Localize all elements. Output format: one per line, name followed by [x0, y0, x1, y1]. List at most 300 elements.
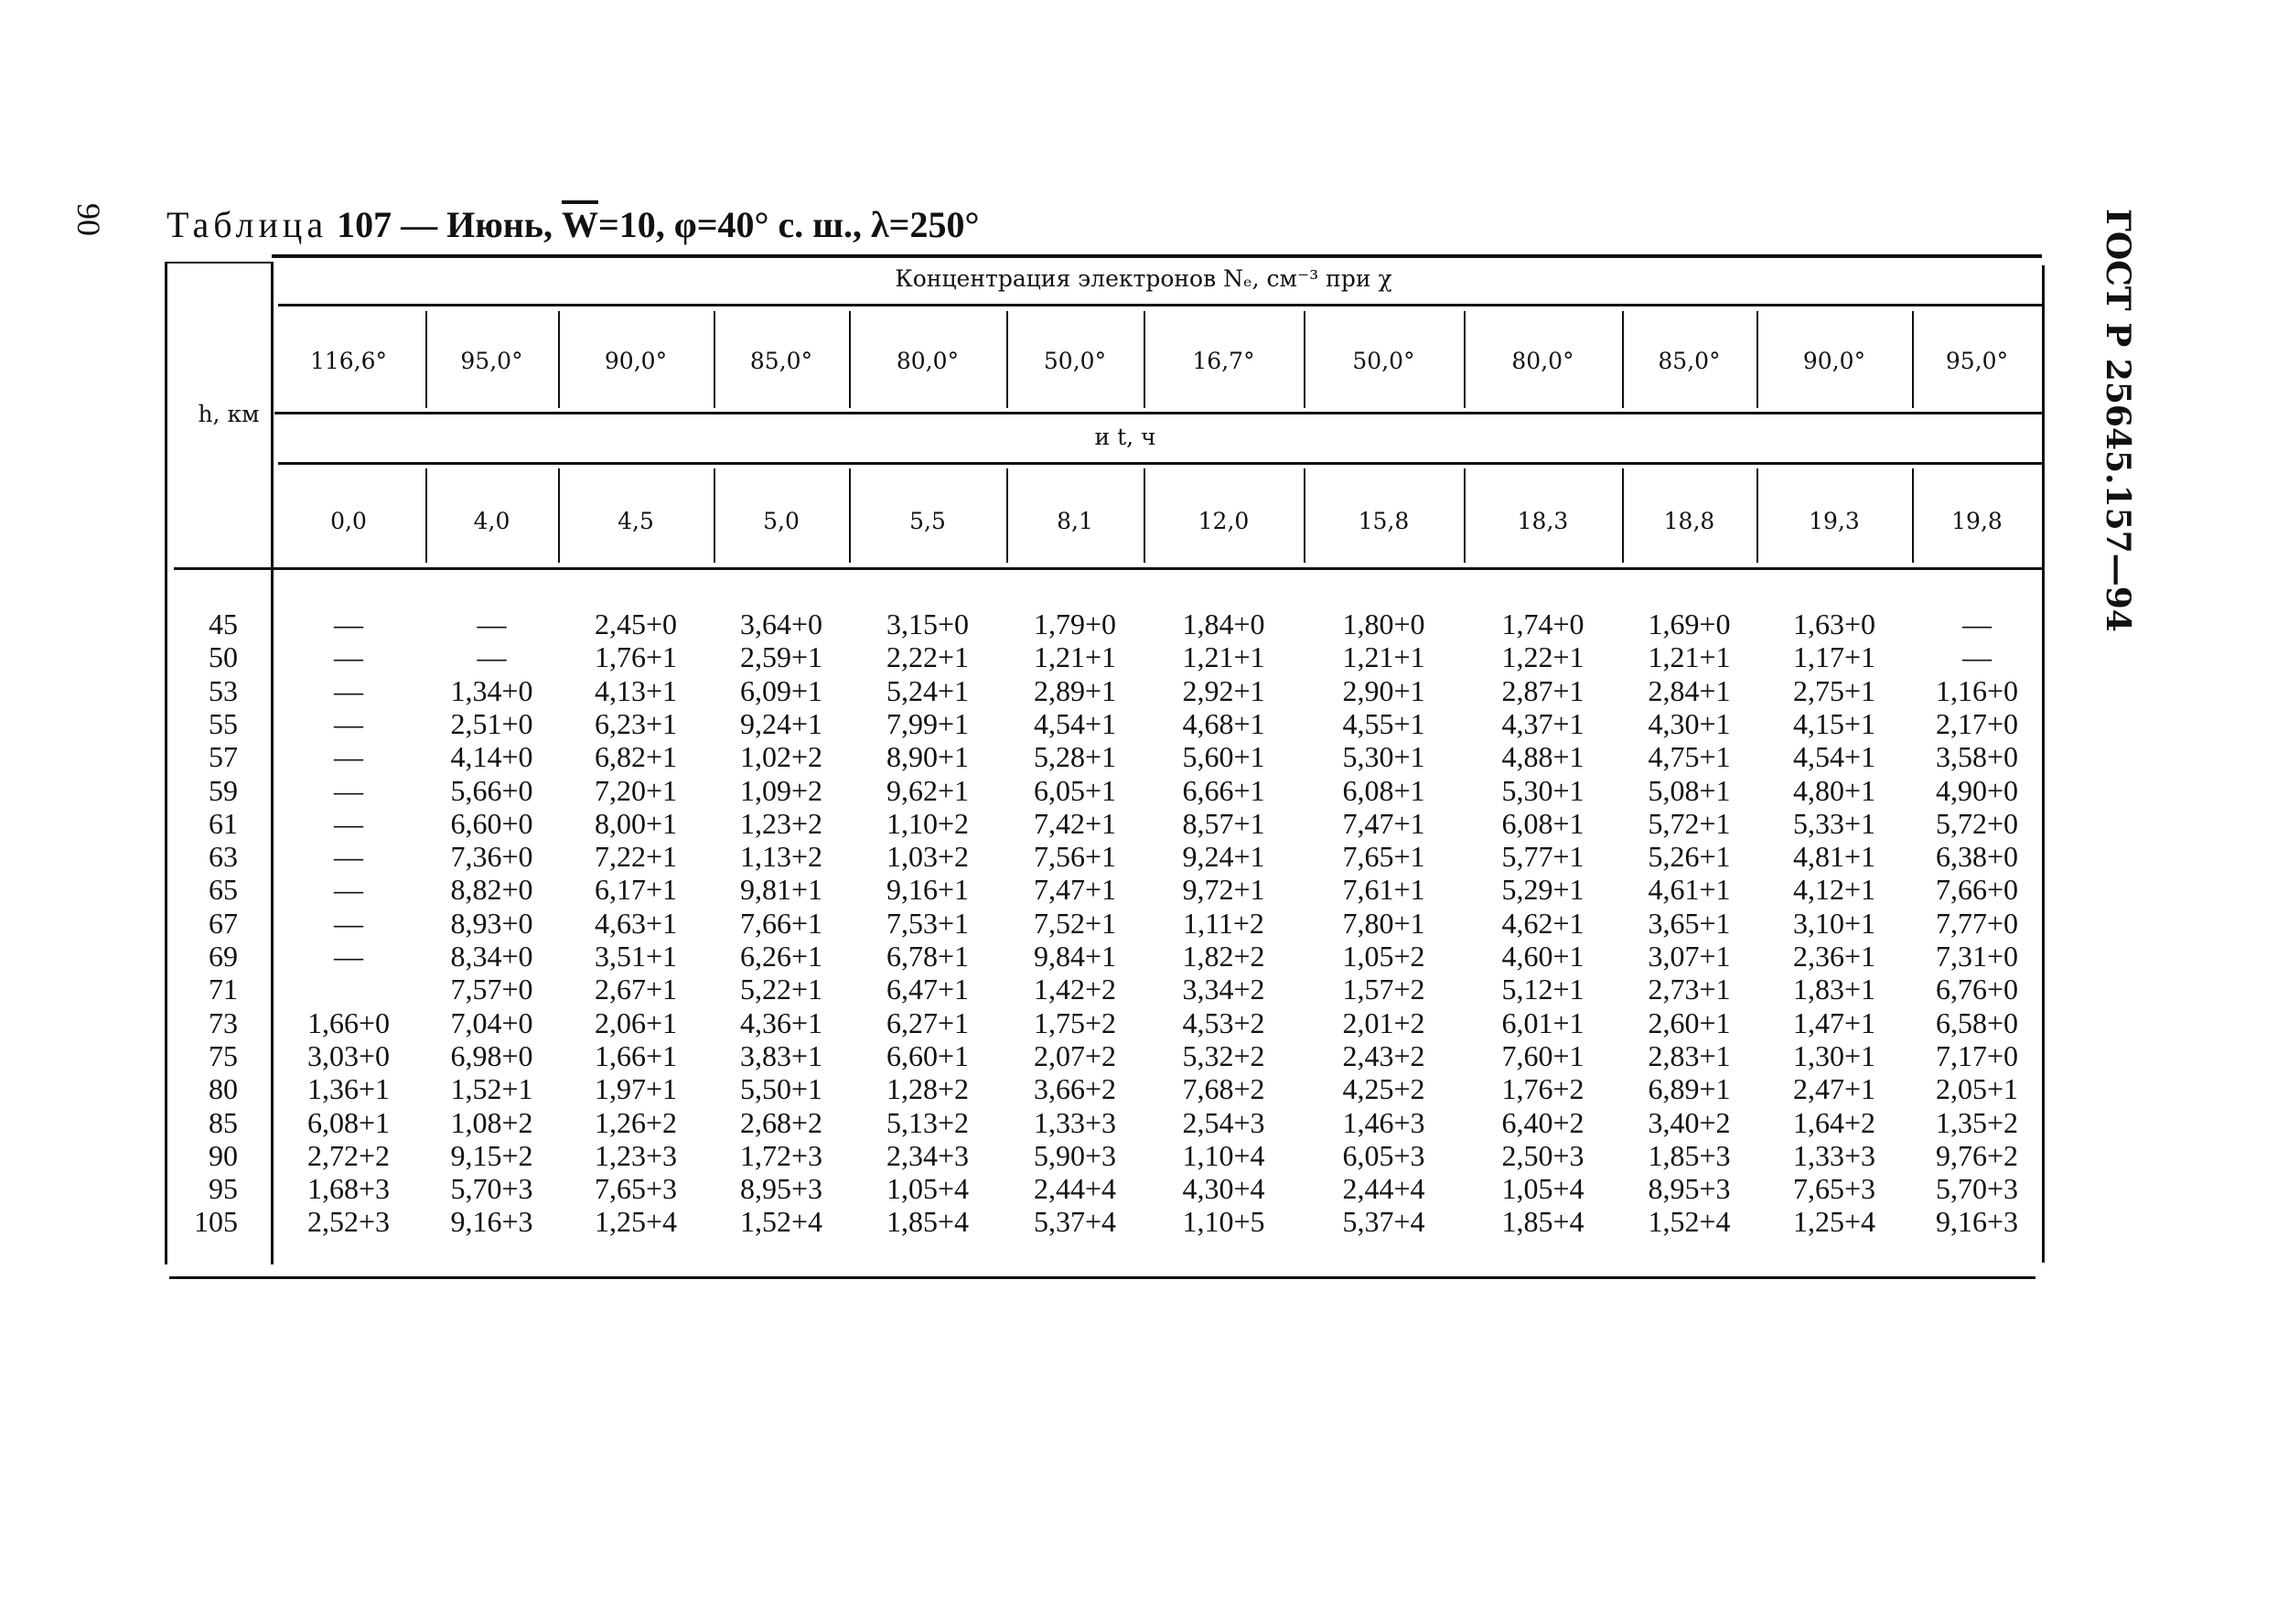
concentration-cell: 3,03+0	[306, 1038, 391, 1072]
concentration-cell: 5,08+1	[1648, 773, 1731, 807]
altitude-cell: 45	[209, 608, 238, 640]
concentration-cell: —	[334, 806, 363, 840]
concentration-cell: 4,62+1	[1501, 906, 1584, 940]
chi-cell-divider	[849, 311, 851, 408]
concentration-cell: 1,17+1	[1792, 640, 1876, 674]
concentration-cell: 5,90+3	[1033, 1138, 1117, 1172]
chi-cell-divider	[1304, 311, 1305, 408]
concentration-cell: 7,17+0	[1935, 1038, 2019, 1072]
concentration-cell: 4,54+1	[1792, 740, 1876, 774]
altitude-cell: 50	[209, 640, 238, 674]
concentration-cell: 8,93+0	[450, 906, 533, 940]
concentration-cell: 5,30+1	[1342, 740, 1425, 774]
concentration-cell: 2,34+3	[886, 1138, 970, 1172]
concentration-cell: 6,76+0	[1935, 973, 2019, 1006]
concentration-cell: 2,05+1	[1935, 1072, 2019, 1106]
altitude-cell: 53	[209, 673, 238, 707]
concentration-header: Концентрация электронов Nₑ, см⁻³ при χ	[895, 265, 1392, 292]
concentration-cell: 2,45+0	[594, 608, 678, 640]
concentration-cell: 2,52+3	[306, 1205, 391, 1239]
table-title-rest: 107 — Июнь,	[337, 204, 562, 245]
concentration-cell: 5,37+4	[1342, 1205, 1425, 1239]
concentration-cell: 2,87+1	[1501, 673, 1584, 707]
concentration-cell: 1,84+0	[1182, 608, 1265, 640]
table-title-prefix: Таблица	[166, 204, 328, 245]
concentration-cell: 1,85+4	[1501, 1205, 1584, 1239]
concentration-cell: 1,80+0	[1342, 608, 1425, 640]
concentration-cell: 1,52+4	[1648, 1205, 1731, 1239]
concentration-cell: 3,83+1	[739, 1038, 823, 1072]
document-code: ГОСТ Р 25645.157—94	[2099, 209, 2137, 632]
concentration-cell: 1,03+2	[886, 840, 970, 874]
chi-value: 16,7°	[1192, 348, 1255, 374]
concentration-cell: —	[334, 940, 363, 973]
altitude-cell: 105	[194, 1205, 238, 1239]
concentration-cell: 7,66+1	[739, 906, 823, 940]
time-value: 15,8	[1358, 508, 1410, 534]
chi-value: 90,0°	[604, 348, 668, 374]
concentration-cell: 2,01+2	[1342, 1006, 1425, 1039]
concentration-cell: 7,31+0	[1935, 940, 2019, 973]
concentration-cell: 1,25+4	[1792, 1205, 1876, 1239]
concentration-cell: 5,28+1	[1033, 740, 1117, 774]
altitude-cell: 63	[209, 840, 238, 874]
concentration-cell: —	[1962, 608, 1992, 640]
time-value: 19,3	[1809, 508, 1860, 534]
concentration-cell: 1,68+3	[306, 1172, 391, 1206]
chi-value: 80,0°	[1511, 348, 1574, 374]
concentration-cell: 1,42+2	[1033, 973, 1117, 1006]
concentration-cell: 5,60+1	[1182, 740, 1265, 774]
concentration-cell: 5,72+0	[1935, 806, 2019, 840]
concentration-cell: 9,76+2	[1935, 1138, 2019, 1172]
concentration-cell: —	[334, 906, 363, 940]
concentration-cell: 5,26+1	[1648, 840, 1731, 874]
page-number: 90	[70, 203, 107, 236]
concentration-cell: 1,05+2	[1342, 940, 1425, 973]
concentration-cell: 8,34+0	[450, 940, 533, 973]
concentration-cell: 3,40+2	[1648, 1105, 1731, 1139]
concentration-cell: 2,36+1	[1792, 940, 1876, 973]
concentration-cell: 1,36+1	[306, 1072, 391, 1106]
concentration-cell: 2,67+1	[594, 973, 678, 1006]
altitude-cell: 65	[209, 873, 238, 907]
concentration-cell: 7,47+1	[1033, 873, 1117, 907]
concentration-cell: 5,70+3	[1935, 1172, 2019, 1206]
concentration-cell: 5,32+2	[1182, 1038, 1265, 1072]
concentration-cell: 5,22+1	[739, 973, 823, 1006]
concentration-cell: 4,68+1	[1182, 706, 1265, 740]
table-title-w-symbol: $\overline{W}$	[561, 204, 598, 245]
chi-cell-divider	[1464, 311, 1466, 408]
chi-value: 116,6°	[309, 348, 388, 374]
table-bottom-rule	[169, 1276, 2036, 1279]
concentration-cell: 1,10+5	[1182, 1205, 1265, 1239]
altitude-cell: 80	[209, 1072, 238, 1106]
concentration-cell: 7,65+3	[594, 1172, 678, 1206]
concentration-cell: 5,13+2	[886, 1105, 970, 1139]
altitude-cell: 95	[209, 1172, 238, 1206]
concentration-cell: 5,77+1	[1501, 840, 1584, 874]
concentration-cell: 7,56+1	[1033, 840, 1117, 874]
concentration-cell: 6,60+1	[886, 1038, 970, 1072]
header-mid-rule	[274, 412, 2045, 414]
concentration-cell: 2,47+1	[1792, 1072, 1876, 1106]
concentration-cell: 3,07+1	[1648, 940, 1731, 973]
concentration-cell: 8,57+1	[1182, 806, 1265, 840]
concentration-cell: 1,21+1	[1648, 640, 1731, 674]
concentration-cell: 7,99+1	[886, 706, 970, 740]
concentration-cell: 7,60+1	[1501, 1038, 1584, 1072]
concentration-cell: —	[334, 840, 363, 874]
time-cell-divider	[1304, 468, 1305, 563]
concentration-cell: 2,72+2	[306, 1138, 391, 1172]
concentration-cell: 9,84+1	[1033, 940, 1117, 973]
time-value: 18,8	[1663, 508, 1715, 534]
table-title	[166, 203, 979, 246]
concentration-cell: 2,07+2	[1033, 1038, 1117, 1072]
concentration-cell: 5,50+1	[739, 1072, 823, 1106]
concentration-cell: 5,12+1	[1501, 973, 1584, 1006]
concentration-cell: 5,66+0	[450, 773, 533, 807]
concentration-cell: 2,17+0	[1935, 706, 2019, 740]
concentration-cell: 6,89+1	[1648, 1072, 1731, 1106]
concentration-cell: 7,77+0	[1935, 906, 2019, 940]
concentration-cell: 6,01+1	[1501, 1006, 1584, 1039]
time-cell-divider	[849, 468, 851, 563]
concentration-cell: 1,47+1	[1792, 1006, 1876, 1039]
concentration-cell: 8,90+1	[886, 740, 970, 774]
concentration-cell: 1,66+1	[594, 1038, 678, 1072]
concentration-cell: 5,72+1	[1648, 806, 1731, 840]
time-value: 5,0	[763, 508, 800, 534]
concentration-cell: 1,33+3	[1792, 1138, 1876, 1172]
concentration-cell: 1,83+1	[1792, 973, 1876, 1006]
concentration-cell: 4,12+1	[1792, 873, 1876, 907]
concentration-cell: 2,73+1	[1648, 973, 1731, 1006]
concentration-cell: 1,85+3	[1648, 1138, 1731, 1172]
concentration-cell: 7,04+0	[450, 1006, 533, 1039]
concentration-cell: 1,34+0	[450, 673, 533, 707]
concentration-cell: —	[477, 640, 507, 674]
concentration-cell: 5,70+3	[450, 1172, 533, 1206]
time-cell-divider	[1756, 468, 1758, 563]
concentration-cell: 6,58+0	[1935, 1006, 2019, 1039]
concentration-cell: 5,33+1	[1792, 806, 1876, 840]
time-row-top-rule	[278, 462, 2044, 465]
concentration-cell: 1,79+0	[1033, 608, 1117, 640]
concentration-cell: 4,54+1	[1033, 706, 1117, 740]
concentration-cell: 7,47+1	[1342, 806, 1425, 840]
concentration-cell: 1,52+1	[450, 1072, 533, 1106]
concentration-cell: 4,90+0	[1935, 773, 2019, 807]
concentration-cell: 1,52+4	[739, 1205, 823, 1239]
concentration-cell: 4,30+1	[1648, 706, 1731, 740]
time-value: 5,5	[909, 508, 946, 534]
concentration-cell: 9,62+1	[886, 773, 970, 807]
concentration-cell: 6,17+1	[594, 873, 678, 907]
table-title-conditions: =10, φ=40° с. ш., λ=250°	[597, 204, 980, 245]
concentration-cell: 7,53+1	[886, 906, 970, 940]
concentration-cell: 2,51+0	[450, 706, 533, 740]
concentration-cell: 2,43+2	[1342, 1038, 1425, 1072]
chi-value: 95,0°	[460, 348, 523, 374]
concentration-cell: 3,64+0	[739, 608, 823, 640]
chi-cell-divider	[558, 311, 560, 408]
concentration-cell: 5,37+4	[1033, 1205, 1117, 1239]
concentration-cell: —	[334, 873, 363, 907]
altitude-cell: 69	[209, 940, 238, 973]
concentration-cell: 2,84+1	[1648, 673, 1731, 707]
concentration-cell: 2,83+1	[1648, 1038, 1731, 1072]
altitude-cell: 90	[209, 1138, 238, 1172]
concentration-cell: 1,16+0	[1935, 673, 2019, 707]
concentration-cell: 7,61+1	[1342, 873, 1425, 907]
concentration-cell: 1,10+2	[886, 806, 970, 840]
concentration-cell: 1,30+1	[1792, 1038, 1876, 1072]
concentration-cell: 6,09+1	[739, 673, 823, 707]
concentration-cell: 2,50+3	[1501, 1138, 1584, 1172]
concentration-cell: 5,30+1	[1501, 773, 1584, 807]
altitude-cell: 59	[209, 773, 238, 807]
time-cell-divider	[1144, 468, 1145, 563]
altitude-cell: 85	[209, 1105, 238, 1139]
chi-cell-divider	[1756, 311, 1758, 408]
table-top-rule	[272, 254, 2042, 258]
concentration-cell: 6,78+1	[886, 940, 970, 973]
concentration-cell: 1,21+1	[1182, 640, 1265, 674]
concentration-cell: 2,60+1	[1648, 1006, 1731, 1039]
concentration-cell: 4,63+1	[594, 906, 678, 940]
time-cell-divider	[1464, 468, 1466, 563]
concentration-cell: 5,29+1	[1501, 873, 1584, 907]
concentration-cell: 1,57+2	[1342, 973, 1425, 1006]
concentration-cell: 4,30+4	[1182, 1172, 1265, 1206]
time-value: 12,0	[1198, 508, 1250, 534]
concentration-cell: 6,27+1	[886, 1006, 970, 1039]
time-value: 4,0	[473, 508, 510, 534]
time-value: 18,3	[1517, 508, 1569, 534]
concentration-cell: 1,28+2	[886, 1072, 970, 1106]
concentration-cell: 6,08+1	[1501, 806, 1584, 840]
chi-value: 50,0°	[1043, 348, 1107, 374]
chi-cell-divider	[1006, 311, 1008, 408]
chi-value: 85,0°	[749, 348, 813, 374]
concentration-cell: 1,74+0	[1501, 608, 1584, 640]
concentration-cell: 1,76+1	[594, 640, 678, 674]
altitude-cell: 55	[209, 706, 238, 740]
concentration-cell: 4,60+1	[1501, 940, 1584, 973]
concentration-cell: 3,51+1	[594, 940, 678, 973]
concentration-cell: 8,95+3	[739, 1172, 823, 1206]
altitude-cell: 67	[209, 906, 238, 940]
concentration-cell: 1,75+2	[1033, 1006, 1117, 1039]
concentration-cell: 1,05+4	[1501, 1172, 1584, 1206]
concentration-cell: 1,97+1	[594, 1072, 678, 1106]
concentration-cell: 1,66+0	[306, 1006, 391, 1039]
concentration-cell: —	[1962, 640, 1992, 674]
concentration-cell: 2,22+1	[886, 640, 970, 674]
altitude-cell: 61	[209, 806, 238, 840]
h-column-divider	[271, 262, 274, 1264]
concentration-cell: 4,55+1	[1342, 706, 1425, 740]
concentration-cell: —	[477, 608, 507, 640]
altitude-cell: 73	[209, 1006, 238, 1039]
concentration-cell: 5,24+1	[886, 673, 970, 707]
concentration-cell: 3,10+1	[1792, 906, 1876, 940]
concentration-cell: 9,72+1	[1182, 873, 1265, 907]
concentration-cell: 7,57+0	[450, 973, 533, 1006]
concentration-cell: 6,23+1	[594, 706, 678, 740]
altitude-cell: 57	[209, 740, 238, 774]
concentration-cell: 3,15+0	[886, 608, 970, 640]
concentration-cell: 3,34+2	[1182, 973, 1265, 1006]
concentration-cell: 9,81+1	[739, 873, 823, 907]
concentration-cell: 3,65+1	[1648, 906, 1731, 940]
concentration-cell: 8,00+1	[594, 806, 678, 840]
concentration-cell: 7,42+1	[1033, 806, 1117, 840]
concentration-cell: 7,68+2	[1182, 1072, 1265, 1106]
concentration-cell: 9,24+1	[1182, 840, 1265, 874]
concentration-cell: 7,65+3	[1792, 1172, 1876, 1206]
concentration-cell: —	[334, 706, 363, 740]
concentration-cell: 1,33+3	[1033, 1105, 1117, 1139]
concentration-cell: 1,64+2	[1792, 1105, 1876, 1139]
concentration-cell: 7,52+1	[1033, 906, 1117, 940]
time-cell-divider	[714, 468, 715, 563]
concentration-cell: 4,15+1	[1792, 706, 1876, 740]
concentration-cell: 1,05+4	[886, 1172, 970, 1206]
concentration-cell: 6,40+2	[1501, 1105, 1584, 1139]
concentration-cell: 9,24+1	[739, 706, 823, 740]
concentration-cell: 9,16+3	[1935, 1205, 2019, 1239]
concentration-cell: 4,13+1	[594, 673, 678, 707]
chi-cell-divider	[1622, 311, 1624, 408]
concentration-cell: 2,68+2	[739, 1105, 823, 1139]
concentration-cell: 1,69+0	[1648, 608, 1731, 640]
time-header: и t, ч	[1094, 424, 1156, 450]
concentration-cell: 1,72+3	[739, 1138, 823, 1172]
table-outer-top-left	[165, 262, 272, 263]
concentration-cell: 9,16+3	[450, 1205, 533, 1239]
concentration-cell: 1,13+2	[739, 840, 823, 874]
header-bottom-rule	[174, 567, 2045, 570]
concentration-cell: —	[334, 640, 363, 674]
chi-value: 80,0°	[896, 348, 960, 374]
concentration-cell: 4,80+1	[1792, 773, 1876, 807]
chi-value: 85,0°	[1658, 348, 1721, 374]
concentration-cell: 2,54+3	[1182, 1105, 1265, 1139]
concentration-cell: 2,44+4	[1033, 1172, 1117, 1206]
concentration-cell: 6,26+1	[739, 940, 823, 973]
concentration-cell: 7,65+1	[1342, 840, 1425, 874]
chi-row-top-rule	[278, 304, 2044, 307]
chi-cell-divider	[714, 311, 715, 408]
concentration-cell: 6,05+3	[1342, 1138, 1425, 1172]
concentration-cell: 4,81+1	[1792, 840, 1876, 874]
altitude-cell: 75	[209, 1038, 238, 1072]
time-cell-divider	[1006, 468, 1008, 563]
concentration-cell: 4,37+1	[1501, 706, 1584, 740]
concentration-cell: 7,20+1	[594, 773, 678, 807]
concentration-cell: 2,59+1	[739, 640, 823, 674]
concentration-cell: 1,35+2	[1935, 1105, 2019, 1139]
concentration-cell: —	[334, 673, 363, 707]
chi-value: 50,0°	[1352, 348, 1415, 374]
concentration-cell: 3,66+2	[1033, 1072, 1117, 1106]
concentration-cell: 1,63+0	[1792, 608, 1876, 640]
concentration-cell: 2,92+1	[1182, 673, 1265, 707]
concentration-cell: 4,61+1	[1648, 873, 1731, 907]
concentration-cell: 8,95+3	[1648, 1172, 1731, 1206]
concentration-cell: 1,10+4	[1182, 1138, 1265, 1172]
time-cell-divider	[1622, 468, 1624, 563]
chi-value: 95,0°	[1945, 348, 2009, 374]
concentration-cell: 2,75+1	[1792, 673, 1876, 707]
concentration-cell: 4,75+1	[1648, 740, 1731, 774]
time-value: 19,8	[1951, 508, 2003, 534]
concentration-cell: 6,60+0	[450, 806, 533, 840]
concentration-cell: 7,22+1	[594, 840, 678, 874]
concentration-cell: 7,80+1	[1342, 906, 1425, 940]
h-column-header: h, км	[198, 401, 260, 427]
time-cell-divider	[558, 468, 560, 563]
concentration-cell: 4,36+1	[739, 1006, 823, 1039]
concentration-cell: 2,44+4	[1342, 1172, 1425, 1206]
concentration-cell: 1,25+4	[594, 1205, 678, 1239]
concentration-cell: 1,85+4	[886, 1205, 970, 1239]
concentration-cell: 6,08+1	[1342, 773, 1425, 807]
concentration-cell: 4,14+0	[450, 740, 533, 774]
concentration-cell: 4,53+2	[1182, 1006, 1265, 1039]
concentration-cell: 1,76+2	[1501, 1072, 1584, 1106]
concentration-cell: 6,98+0	[450, 1038, 533, 1072]
concentration-cell: 1,02+2	[739, 740, 823, 774]
concentration-cell: 1,23+3	[594, 1138, 678, 1172]
concentration-cell: 6,05+1	[1033, 773, 1117, 807]
concentration-cell: 2,06+1	[594, 1006, 678, 1039]
concentration-cell: 9,16+1	[886, 873, 970, 907]
concentration-cell: 9,15+2	[450, 1138, 533, 1172]
concentration-cell: 1,21+1	[1033, 640, 1117, 674]
concentration-cell: 6,38+0	[1935, 840, 2019, 874]
concentration-cell: 2,90+1	[1342, 673, 1425, 707]
concentration-cell: 1,11+2	[1183, 906, 1264, 940]
concentration-cell: 1,82+2	[1182, 940, 1265, 973]
chi-value: 90,0°	[1802, 348, 1866, 374]
concentration-cell: —	[334, 773, 363, 807]
time-value: 8,1	[1057, 508, 1093, 534]
concentration-cell: 2,89+1	[1033, 673, 1117, 707]
concentration-cell: 1,22+1	[1501, 640, 1584, 674]
concentration-cell: 7,36+0	[450, 840, 533, 874]
time-value: 4,5	[618, 508, 654, 534]
concentration-cell: 1,23+2	[739, 806, 823, 840]
concentration-cell: 4,25+2	[1342, 1072, 1425, 1106]
concentration-cell: 6,82+1	[594, 740, 678, 774]
concentration-cell: 1,46+3	[1342, 1105, 1425, 1139]
concentration-cell: 4,88+1	[1501, 740, 1584, 774]
concentration-cell: 7,66+0	[1935, 873, 2019, 907]
concentration-cell: 1,26+2	[594, 1105, 678, 1139]
concentration-cell: —	[334, 740, 363, 774]
concentration-cell: 8,82+0	[450, 873, 533, 907]
concentration-cell: 1,08+2	[450, 1105, 533, 1139]
concentration-cell: 6,66+1	[1182, 773, 1265, 807]
chi-cell-divider	[1144, 311, 1145, 408]
concentration-cell: 6,08+1	[306, 1105, 391, 1139]
concentration-cell: —	[334, 608, 363, 640]
